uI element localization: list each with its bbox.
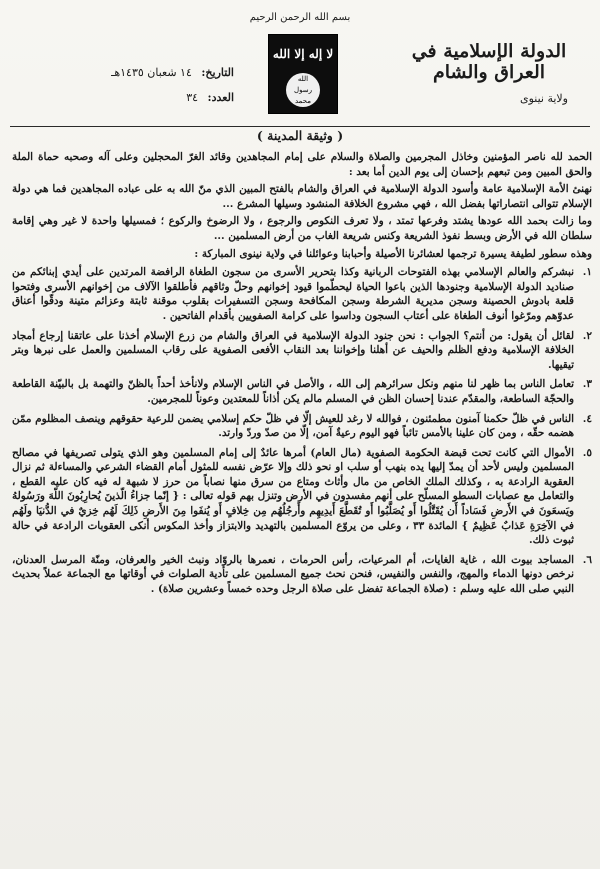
province-name: ولاية نينوى — [519, 92, 568, 105]
date-row — [84, 66, 234, 79]
list-item — [12, 265, 592, 323]
header-divider — [10, 126, 590, 127]
header-organization — [404, 40, 574, 105]
item-text: الأموال التي كانت تحت قبضة الحكومة الصفوية (مال العام) أمرها عائدٌ إلى إمام المسلمين وهو الذي يتولى تصريفها في مصالح المسلمين وليس لأحد أن يمدّ إليها يده بنهب أو سلب او نحو ذلك وإلا عرّض نفسه للمثول أمام القضاء الشرعي والمساءلة ثم نزال العقوبة الرادعة به ، وكذلك الملك الخاص من مال وأثاث ومتاع من سرق منها نصاباً من حرز لا شبهة له فيه كان عليه القطع ، والتعامل مع عصابات السطو المسلّح على أنهم مفسدون في الأرض وتنزل بهم قوله تعالى : { إنّما جزاءُ الّذينَ يُحارِبُونَ اللّهَ ورَسُولهُ ويَسعَونَ في الأَرضِ فَسَاداً أَن يُقَتَّلُوا أَو يُصَلَّبُوا أَو تُقَطَّعَ أَيدِيهِم وأَرجُلُهُم مِن خِلافٍ أَو يُنفَوا مِنَ الأَرضِ ذَلِكَ لَهُم خِزيٌ في الدُّنيَا ولَهُم في الآخِرَةِ عَذابٌ عَظِيمٌ } المائدة ٣٣ ، وعلى من يروّع المسلمين بالتهديد والابتزاز وأخذ المكوس أنكى العقوبات الرادعة في حالة ثبوت ذلك. — [12, 446, 575, 547]
item-text: نبشركم والعالم الإسلامي بهذه الفتوحات الربانية وكذا بتحرير الأسرى من سجون الطغاة الرافضة المرتدين على أيدي إبنائكم من صناديد الدولة الإسلامية وجنودها الذين باعوا الحياة ليحطّموا قيود إخوانهم وحلّ وثاقهم فأطلقوا الآلاف من إخوانهم الأسرى وفتحوا قلعة بادوش الحصينة وسجن مديرية الشرطة وسجن المكافحة وسجن التسفيرات بقلوب موقنة ثابتة وعزائم متينة ودقّوا أعناق عدوّهم ومرّغوا أنوف الطغاة على أعتاب السجون وداسوا على كرامة الصفويين بأقدام الفاتحين . — [12, 266, 574, 322]
header-meta — [84, 66, 234, 116]
document-body — [12, 150, 592, 602]
item-number: ٣. — [582, 378, 592, 391]
date-label: التاريخ: — [201, 66, 234, 79]
intro-paragraph: وهذه سطور لطيفة يسيرة ترجمها لعشائرنا الأصيلة وأحبابنا وعوائلنا في ولاية نينوى المباركة : — [194, 247, 592, 260]
numbered-items — [12, 265, 592, 596]
list-item — [12, 329, 592, 373]
list-item — [12, 377, 592, 406]
number-value: ٣٤ — [186, 91, 199, 104]
date-value: ١٤ شعبان ١٤٣٥هـ — [111, 66, 192, 79]
seal-line: الله — [297, 74, 309, 83]
intro-paragraph: الحمد لله ناصر المؤمنين وخاذل المجرمين والصلاة والسلام على إمام المجاهدين وقائد الغرّ المحجلين وعلى آله وصحبه حماة الملة والحق المبين ومن تبعهم بإحسان إلى يوم الدين أما بعد : — [12, 151, 592, 178]
seal-icon — [286, 73, 320, 107]
item-text: الناس في ظلّ حكمنا آمنون مطمئنون ، فوالله لا رغد للعيش إلّا في ظلّ حكم إسلامي يضمن للرعية حقوقهم وينصف المظلوم ممّن هضمه حقّه ، ومن كان علينا بالأمس تائباً فهو اليوم رعيةٌ آمن، إلّا من صدّ وردّ وارتد. — [12, 412, 574, 440]
intro-paragraph: وما زالت بحمد الله عودها يشتد وفرعها تمتد ، ولا تعرف النكوص والرجوع ، ولا الرضوخ والركوع ؛ فمسيلها واحدة لا غير وهي إقامة سلطان الله في الأرض وبسط نفوذ الشريعة وكنس شريعة الغاب من أرض المسلمين ... — [12, 215, 592, 242]
list-item — [12, 553, 592, 597]
list-item — [12, 412, 592, 441]
flag-emblem — [268, 34, 338, 114]
number-label: العدد: — [207, 91, 234, 104]
basmala: بسم الله الرحمن الرحيم — [249, 12, 351, 23]
item-number: ٢. — [582, 329, 592, 342]
organization-name: الدولة الإسلامية في العراق والشام — [411, 41, 567, 83]
item-number: ٦. — [582, 553, 592, 566]
list-item — [12, 446, 592, 548]
item-number: ١. — [582, 266, 592, 279]
document-title: ( وثيقة المدينة ) — [256, 128, 344, 143]
emblem-text: لا إله إلا الله — [272, 47, 334, 61]
item-text: لقائل أن يقول: من أنتم؟ الجواب : نحن جنود الدولة الإسلامية في العراق والشام من زرع الإسلام أخذنا على عاتقنا إرجاع أمجاد الخلافة الإسلامية ودفع الظلم والحيف عن أهلنا وإخواننا بعد النقاب الأفعى الصفوية على رقاب المسلمين والعمل على نبرها وبتر تيقيها. — [12, 329, 574, 371]
intro-section — [12, 150, 592, 261]
item-text: تعامل الناس بما ظهر لنا منهم ونكل سرائرهم إلى الله ، والأصل في الناس الإسلام ولانأخذ أحداً بالظنّ والتهمة بل بالبيّنة القاطعة والحجّة الساطعة، والمقدّم عندنا إحسان الظن في المسلم مالم يكن أذاناً للمعتدين وعوناً للمجرمين. — [12, 378, 574, 405]
item-number: ٤. — [582, 412, 592, 425]
item-number: ٥. — [582, 446, 592, 459]
seal-line: رسول — [294, 85, 312, 94]
item-text: المساجد بيوت الله ، غاية الغايات، أم المرعيات، رأس الحرمات ، نعمرها بالروّاد ونبث الخير والعرفان، ومنّة المرسل العدنان، نرخص دونها الدماء والمهج، والنفس والنفيس، فنحن نحث جميع المسلمين على تأدية الصلوات في أوقاتها مع الجماعة عملاً بحديث النبي صلى الله عليه وسلم : (صلاة الجماعة تفضل على صلاة الرجل وحده خمساً وعشرين صلاة) . — [12, 553, 574, 596]
seal-line: محمد — [295, 96, 311, 105]
number-row — [84, 91, 234, 104]
intro-paragraph: نهنئ الأمة الإسلامية عامة وأسود الدولة الإسلامية في العراق والشام بالفتح المبين الذي منّ الله به على عباده المجاهدين فما هي دولة الإسلام تتوالى انتصاراتها بفضل الله ، فهي مشروع الخلافة المنشود وسيلها المشرع ... — [12, 183, 592, 210]
